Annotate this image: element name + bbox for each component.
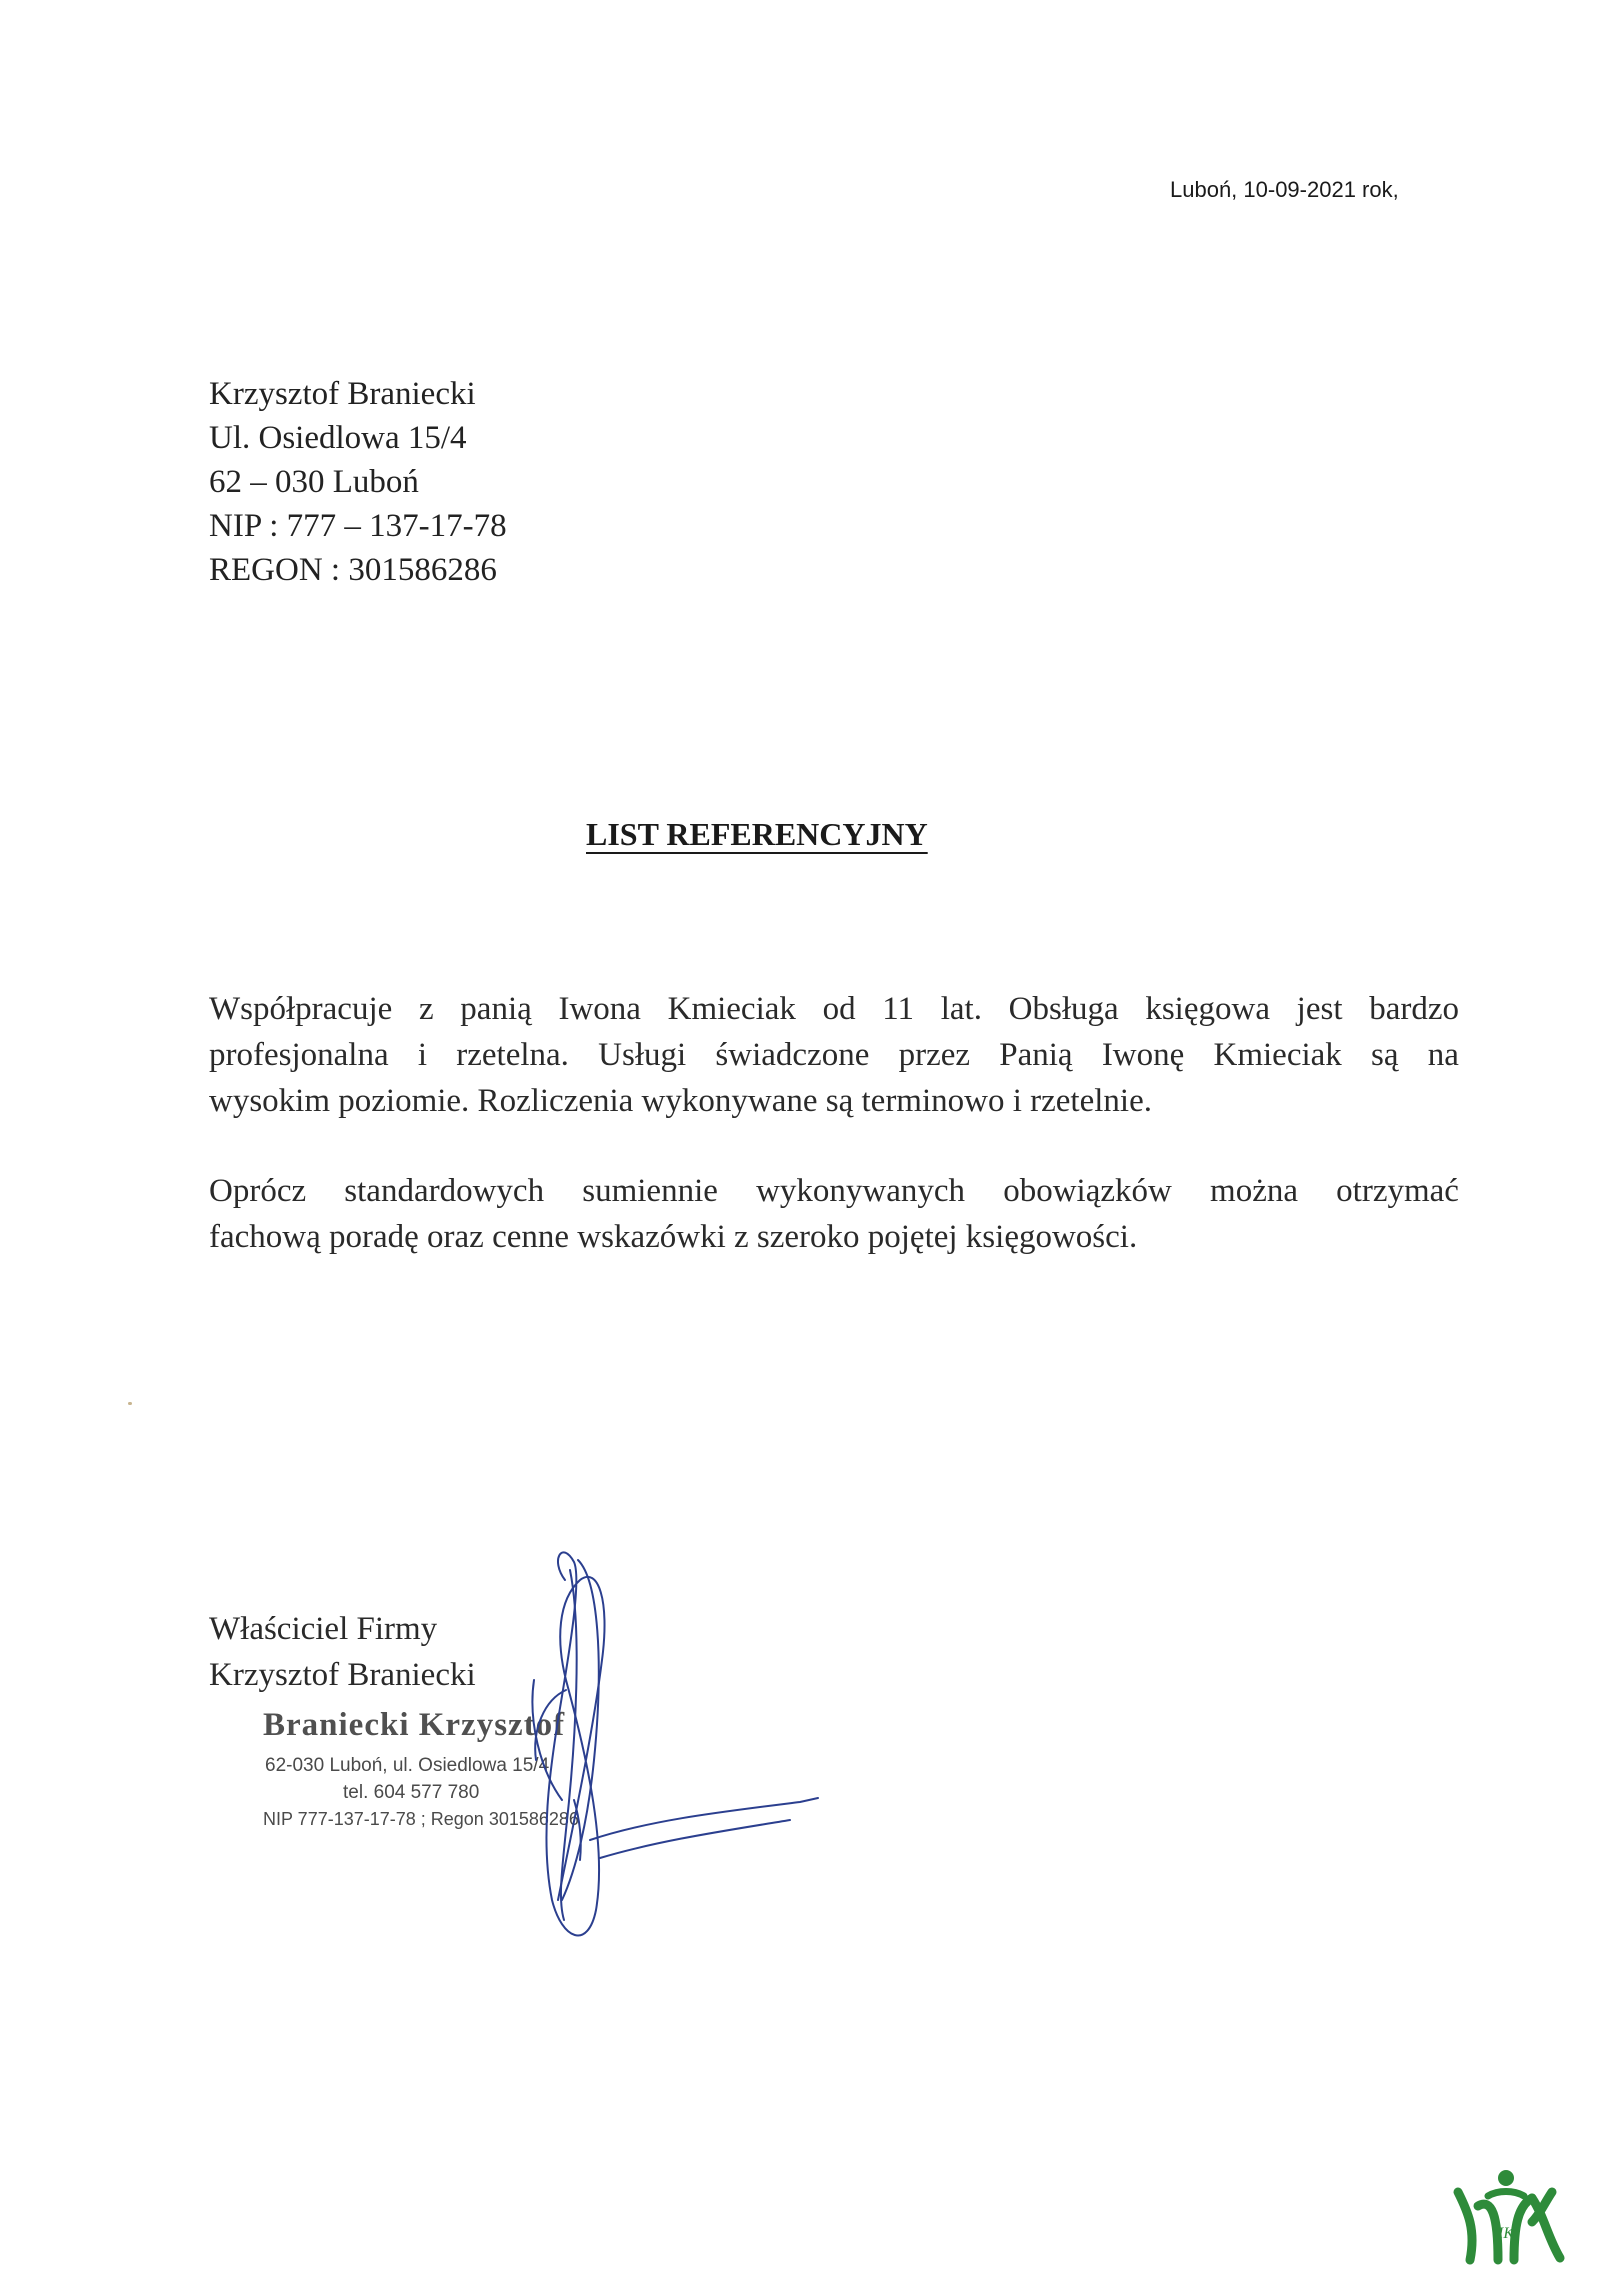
word: wykonywanych xyxy=(756,1173,966,1209)
word: księgowa xyxy=(1145,991,1270,1027)
word: standardowych xyxy=(344,1173,545,1209)
word: profesjonalna xyxy=(209,1037,389,1073)
word: Usługi xyxy=(598,1037,687,1073)
word: Współpracuje xyxy=(209,991,393,1027)
handwritten-signature xyxy=(470,1540,830,1950)
word: można xyxy=(1210,1173,1298,1209)
paragraph-line xyxy=(209,986,1459,1032)
word: jest xyxy=(1296,991,1343,1027)
word: panią xyxy=(460,991,532,1027)
sender-name: Krzysztof Braniecki xyxy=(209,376,476,412)
word: Obsługa xyxy=(1008,991,1119,1027)
place-date: Luboń, 10-09-2021 rok, xyxy=(1170,177,1399,202)
ik-logo-icon xyxy=(1448,2166,1566,2266)
sender-block xyxy=(209,372,507,592)
word: sumiennie xyxy=(582,1173,718,1209)
closing-role: Właściciel Firmy xyxy=(209,1611,438,1647)
body-paragraph-2 xyxy=(209,1168,1459,1260)
word: Iwona xyxy=(558,991,641,1027)
sender-street: Ul. Osiedlowa 15/4 xyxy=(209,420,467,456)
word: obowiązków xyxy=(1003,1173,1172,1209)
paragraph-line xyxy=(209,1168,1459,1214)
word: świadczone xyxy=(715,1037,870,1073)
word: rzetelna. xyxy=(456,1037,569,1073)
paragraph-line xyxy=(209,1032,1459,1078)
word: Iwonę xyxy=(1101,1037,1185,1073)
closing-name: Krzysztof Braniecki xyxy=(209,1657,476,1693)
word: Oprócz xyxy=(209,1173,307,1209)
stamp-name: Braniecki Krzysztof xyxy=(263,1707,566,1743)
word: z xyxy=(418,991,434,1027)
word: Panią xyxy=(999,1037,1073,1073)
word: przez xyxy=(898,1037,971,1073)
word: Kmieciak xyxy=(1213,1037,1342,1073)
sender-regon: REGON : 301586286 xyxy=(209,552,497,588)
stamp-phone: tel. 604 577 780 xyxy=(343,1782,480,1803)
document-title: LIST REFERENCYJNY xyxy=(586,816,928,852)
word: bardzo xyxy=(1369,991,1459,1027)
word: otrzymać xyxy=(1336,1173,1459,1209)
stamp-ids: NIP 777-137-17-78 ; Regon 301586286 xyxy=(263,1809,579,1829)
stamp-address: 62-030 Luboń, ul. Osiedlowa 15/4 xyxy=(265,1755,550,1776)
word: i xyxy=(417,1037,428,1073)
closing-block xyxy=(209,1606,476,1698)
scan-speck xyxy=(128,1402,132,1405)
word: Kmieciak xyxy=(667,991,796,1027)
word: lat. xyxy=(940,991,982,1027)
word: od xyxy=(822,991,856,1027)
paragraph-line: wysokim poziomie. Rozliczenia wykonywane są terminowo i rzetelnie. xyxy=(209,1083,1152,1119)
sender-nip: NIP : 777 – 137-17-78 xyxy=(209,508,507,544)
paragraph-line: fachową poradę oraz cenne wskazówki z szeroko pojętej księgowości. xyxy=(209,1219,1138,1255)
word: są xyxy=(1371,1037,1399,1073)
sender-city: 62 – 030 Luboń xyxy=(209,464,419,500)
word: 11 xyxy=(882,991,915,1027)
svg-text:IK: IK xyxy=(1498,2225,1514,2242)
word: na xyxy=(1427,1037,1459,1073)
body-paragraph-1 xyxy=(209,986,1459,1124)
